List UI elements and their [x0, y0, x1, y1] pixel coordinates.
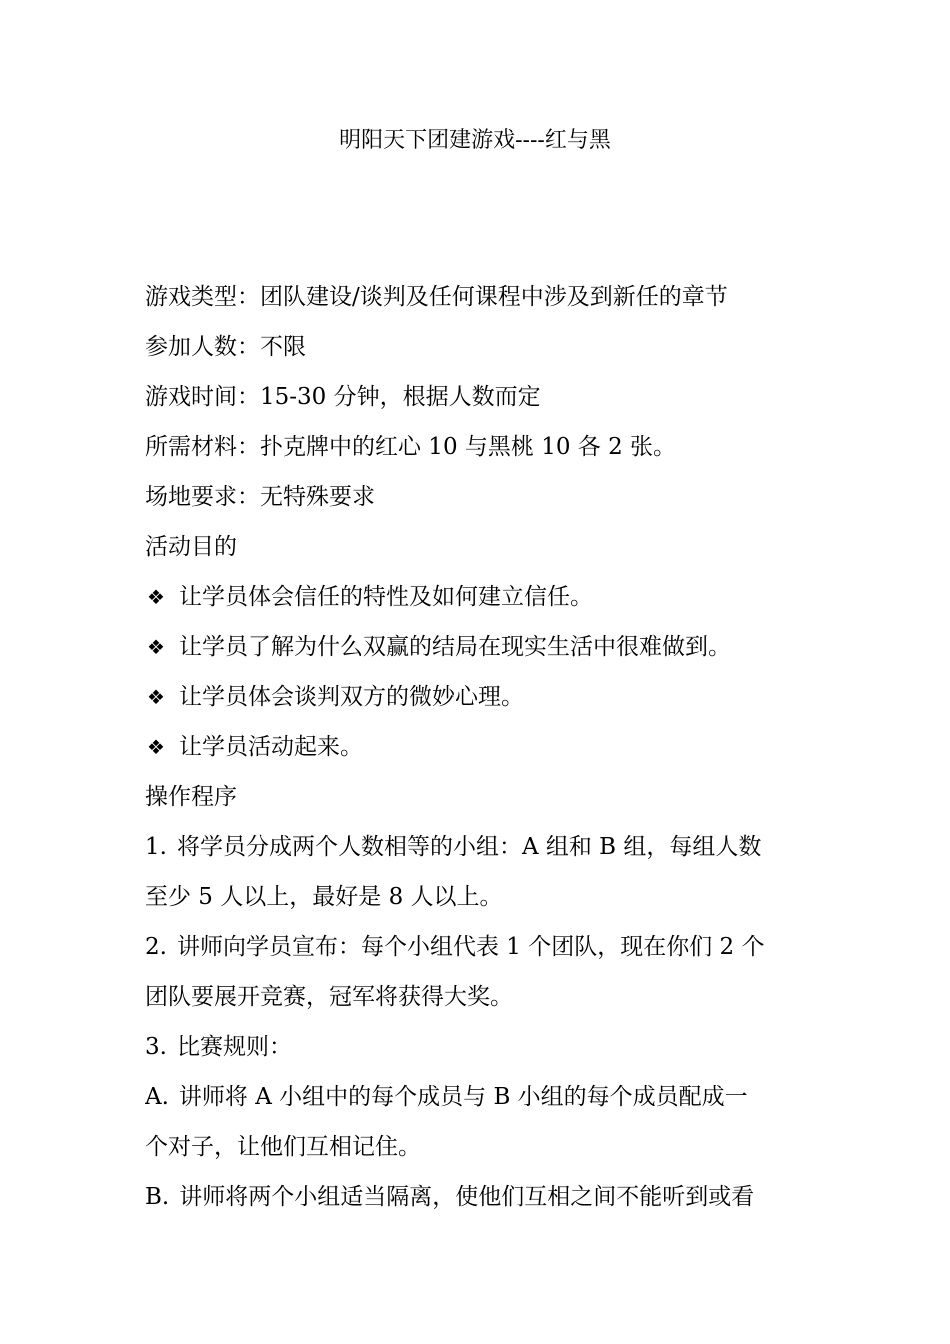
- document-body: [145, 272, 810, 1222]
- step-item: [145, 1022, 810, 1072]
- rule-text: 讲师将 A 小组中的每个成员与 B 小组的每个成员配成一: [178, 1084, 748, 1110]
- info-game-type: 游戏类型：团队建设/谈判及任何课程中涉及到新任的章节: [145, 284, 728, 310]
- step-number: 3.: [145, 1034, 167, 1060]
- diamond-bullet-icon: ❖: [147, 635, 165, 659]
- diamond-bullet-icon: ❖: [147, 735, 165, 759]
- purpose-item: [145, 572, 810, 622]
- rule-item: [145, 1072, 810, 1122]
- step-text: 将学员分成两个人数相等的小组：A 组和 B 组，每组人数: [176, 834, 762, 860]
- info-duration: 游戏时间：15-30 分钟，根据人数而定: [145, 384, 541, 410]
- info-participants: 参加人数：不限: [145, 334, 306, 360]
- rule-label: B.: [145, 1184, 170, 1210]
- purpose-item: [145, 622, 810, 672]
- step-number: 2.: [145, 934, 167, 960]
- purpose-item-text: 让学员体会谈判双方的微妙心理。: [179, 684, 524, 710]
- purpose-item-text: 让学员体会信任的特性及如何建立信任。: [179, 584, 593, 610]
- step-item: [145, 822, 810, 872]
- step-text-continued: 团队要展开竞赛，冠军将获得大奖。: [145, 984, 513, 1010]
- rule-text-continued: 个对子，让他们互相记住。: [145, 1134, 421, 1160]
- purpose-item-text: 让学员了解为什么双赢的结局在现实生活中很难做到。: [179, 634, 731, 660]
- purpose-item-text: 让学员活动起来。: [179, 734, 363, 760]
- rule-text: 讲师将两个小组适当隔离，使他们互相之间不能听到或看: [179, 1184, 755, 1210]
- purpose-heading: 活动目的: [145, 534, 237, 560]
- document-title: 明阳天下团建游戏----红与黑: [339, 128, 611, 153]
- step-text-continued: 至少 5 人以上，最好是 8 人以上。: [145, 884, 503, 910]
- diamond-bullet-icon: ❖: [147, 685, 165, 709]
- info-materials: 所需材料：扑克牌中的红心 10 与黑桃 10 各 2 张。: [145, 434, 677, 460]
- procedure-heading: 操作程序: [145, 784, 237, 810]
- purpose-item: [145, 722, 810, 772]
- step-item: [145, 922, 810, 972]
- step-number: 1.: [145, 834, 167, 860]
- rule-item: [145, 1172, 810, 1222]
- step-text: 讲师向学员宣布：每个小组代表 1 个团队，现在你们 2 个: [176, 934, 765, 960]
- purpose-item: [145, 672, 810, 722]
- info-venue: 场地要求：无特殊要求: [145, 484, 375, 510]
- rule-label: A.: [145, 1084, 169, 1110]
- diamond-bullet-icon: ❖: [147, 585, 165, 609]
- step-text: 比赛规则：: [176, 1034, 292, 1060]
